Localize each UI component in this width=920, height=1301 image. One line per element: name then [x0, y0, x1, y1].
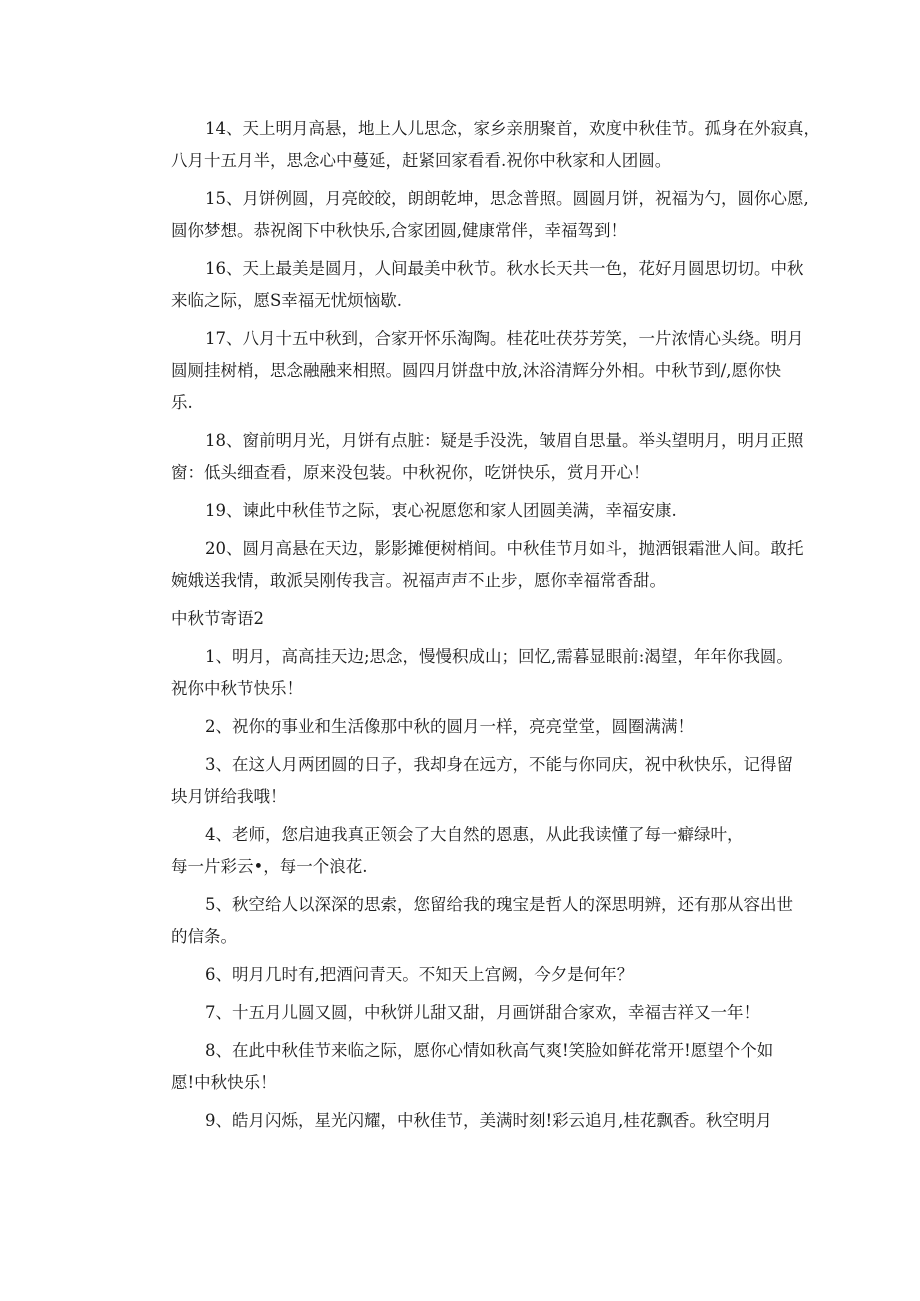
text-line: 愿!中秋快乐！	[171, 1073, 277, 1092]
paragraph-14	[137, 113, 820, 177]
document-body	[137, 113, 820, 1143]
text-line: 块月饼给我哦！	[171, 787, 287, 806]
text-line: 19、谏此中秋佳节之际，衷心祝愿您和家人团圆美满，幸福安康.	[205, 501, 677, 520]
text-line: 圆你梦想。恭祝阁下中秋快乐,合家团圆,健康常伴，幸福驾到！	[171, 221, 627, 240]
paragraph-2-6	[137, 959, 787, 991]
text-line: 1、明月，高高挂天边;思念，慢慢积成山；回忆,需暮显眼前:渴望，年年你我圆。	[205, 647, 793, 666]
text-line: 乐.	[171, 393, 193, 412]
text-line: 3、在这人月两团圆的日子，我却身在远方，不能与你同庆，祝中秋快乐，记得留	[205, 755, 793, 774]
text-line: 6、明月几时有,把酒问青天。不知天上宫阙，今夕是何年？	[205, 965, 634, 984]
text-line: 2、祝你的事业和生活像那中秋的圆月一样，亮亮堂堂，圆圈满满！	[205, 717, 694, 736]
text-line: 来临之际，愿S幸福无忧烦恼歇.	[171, 291, 403, 310]
text-line: 17、八月十五中秋到，合家开怀乐淘陶。桂花吐茯芬芳笑，一片浓情心头绕。明月	[205, 329, 804, 348]
paragraph-2-4	[137, 819, 787, 883]
section-heading: 中秋节寄语2	[171, 609, 264, 628]
paragraph-19	[137, 495, 787, 527]
paragraph-16	[137, 253, 804, 317]
text-line: 祝你中秋节快乐！	[171, 679, 303, 698]
text-line: 八月十五月半，思念心中蔓延，赶紧回家看看.祝你中秋家和人团圆。	[171, 151, 672, 170]
text-line: 婉娥送我情，敢派吴刚传我言。祝福声声不止步，愿你幸福常香甜。	[171, 571, 666, 590]
text-line: 的信条。	[171, 927, 237, 946]
text-line: 4、老师，您启迪我真正领会了大自然的恩惠，从此我读懂了每一癖绿叶，	[205, 825, 744, 844]
paragraph-2-7	[137, 997, 787, 1029]
text-line: 16、天上最美是圆月，人间最美中秋节。秋水长天共一色，花好月圆思切切。中秋	[205, 259, 804, 278]
text-line: 14、天上明月高悬，地上人儿思念，家乡亲朋聚首，欢度中秋佳节。孤身在外寂真，	[205, 119, 820, 138]
paragraph-2-3	[137, 749, 793, 813]
text-line: 8、在此中秋佳节来临之际，愿你心情如秋高气爽!笑脸如鲜花常开!愿望个个如	[205, 1041, 774, 1060]
text-line: 圆厕挂树梢，思念融融来相照。圆四月饼盘中放,沐浴清辉分外相。中秋节到/,愿你快	[171, 361, 782, 380]
paragraph-17	[137, 323, 804, 419]
text-line: 15、月饼例圆，月亮皎皎，朗朗乾坤，思念普照。圆圆月饼，祝福为勺，圆你心愿,	[205, 189, 809, 208]
paragraph-20	[137, 533, 804, 597]
text-line: 9、皓月闪烁，星光闪耀，中秋佳节，美满时刻!彩云追月,桂花飘香。秋空明月	[205, 1111, 772, 1130]
text-line: 7、十五月儿圆又圆，中秋饼儿甜又甜，月画饼甜合家欢，幸福吉祥又一年！	[205, 1003, 760, 1022]
paragraph-2-1	[137, 641, 793, 705]
text-line: 窗：低头细查看，原来没包装。中秋祝你，吃饼快乐，赏月开心！	[171, 463, 650, 482]
paragraph-2-5	[137, 889, 793, 953]
paragraph-2-8	[137, 1035, 787, 1099]
text-line: 每一片彩云•，每一个浪花.	[171, 857, 368, 876]
paragraph-2-2	[137, 711, 787, 743]
text-line: 18、窗前明月光，月饼有点脏：疑是手没洗，皱眉自思量。举头望明月，明月正照	[205, 431, 804, 450]
text-line: 5、秋空给人以深深的思索，您留给我的瑰宝是哲人的深思明辨，还有那从容出世	[205, 895, 793, 914]
text-line: 20、圆月高悬在天边，影影摊便树梢间。中秋佳节月如斗，抛洒银霜泄人间。敢托	[205, 539, 804, 558]
paragraph-15	[137, 183, 809, 247]
paragraph-18	[137, 425, 804, 489]
paragraph-2-9	[137, 1105, 787, 1137]
